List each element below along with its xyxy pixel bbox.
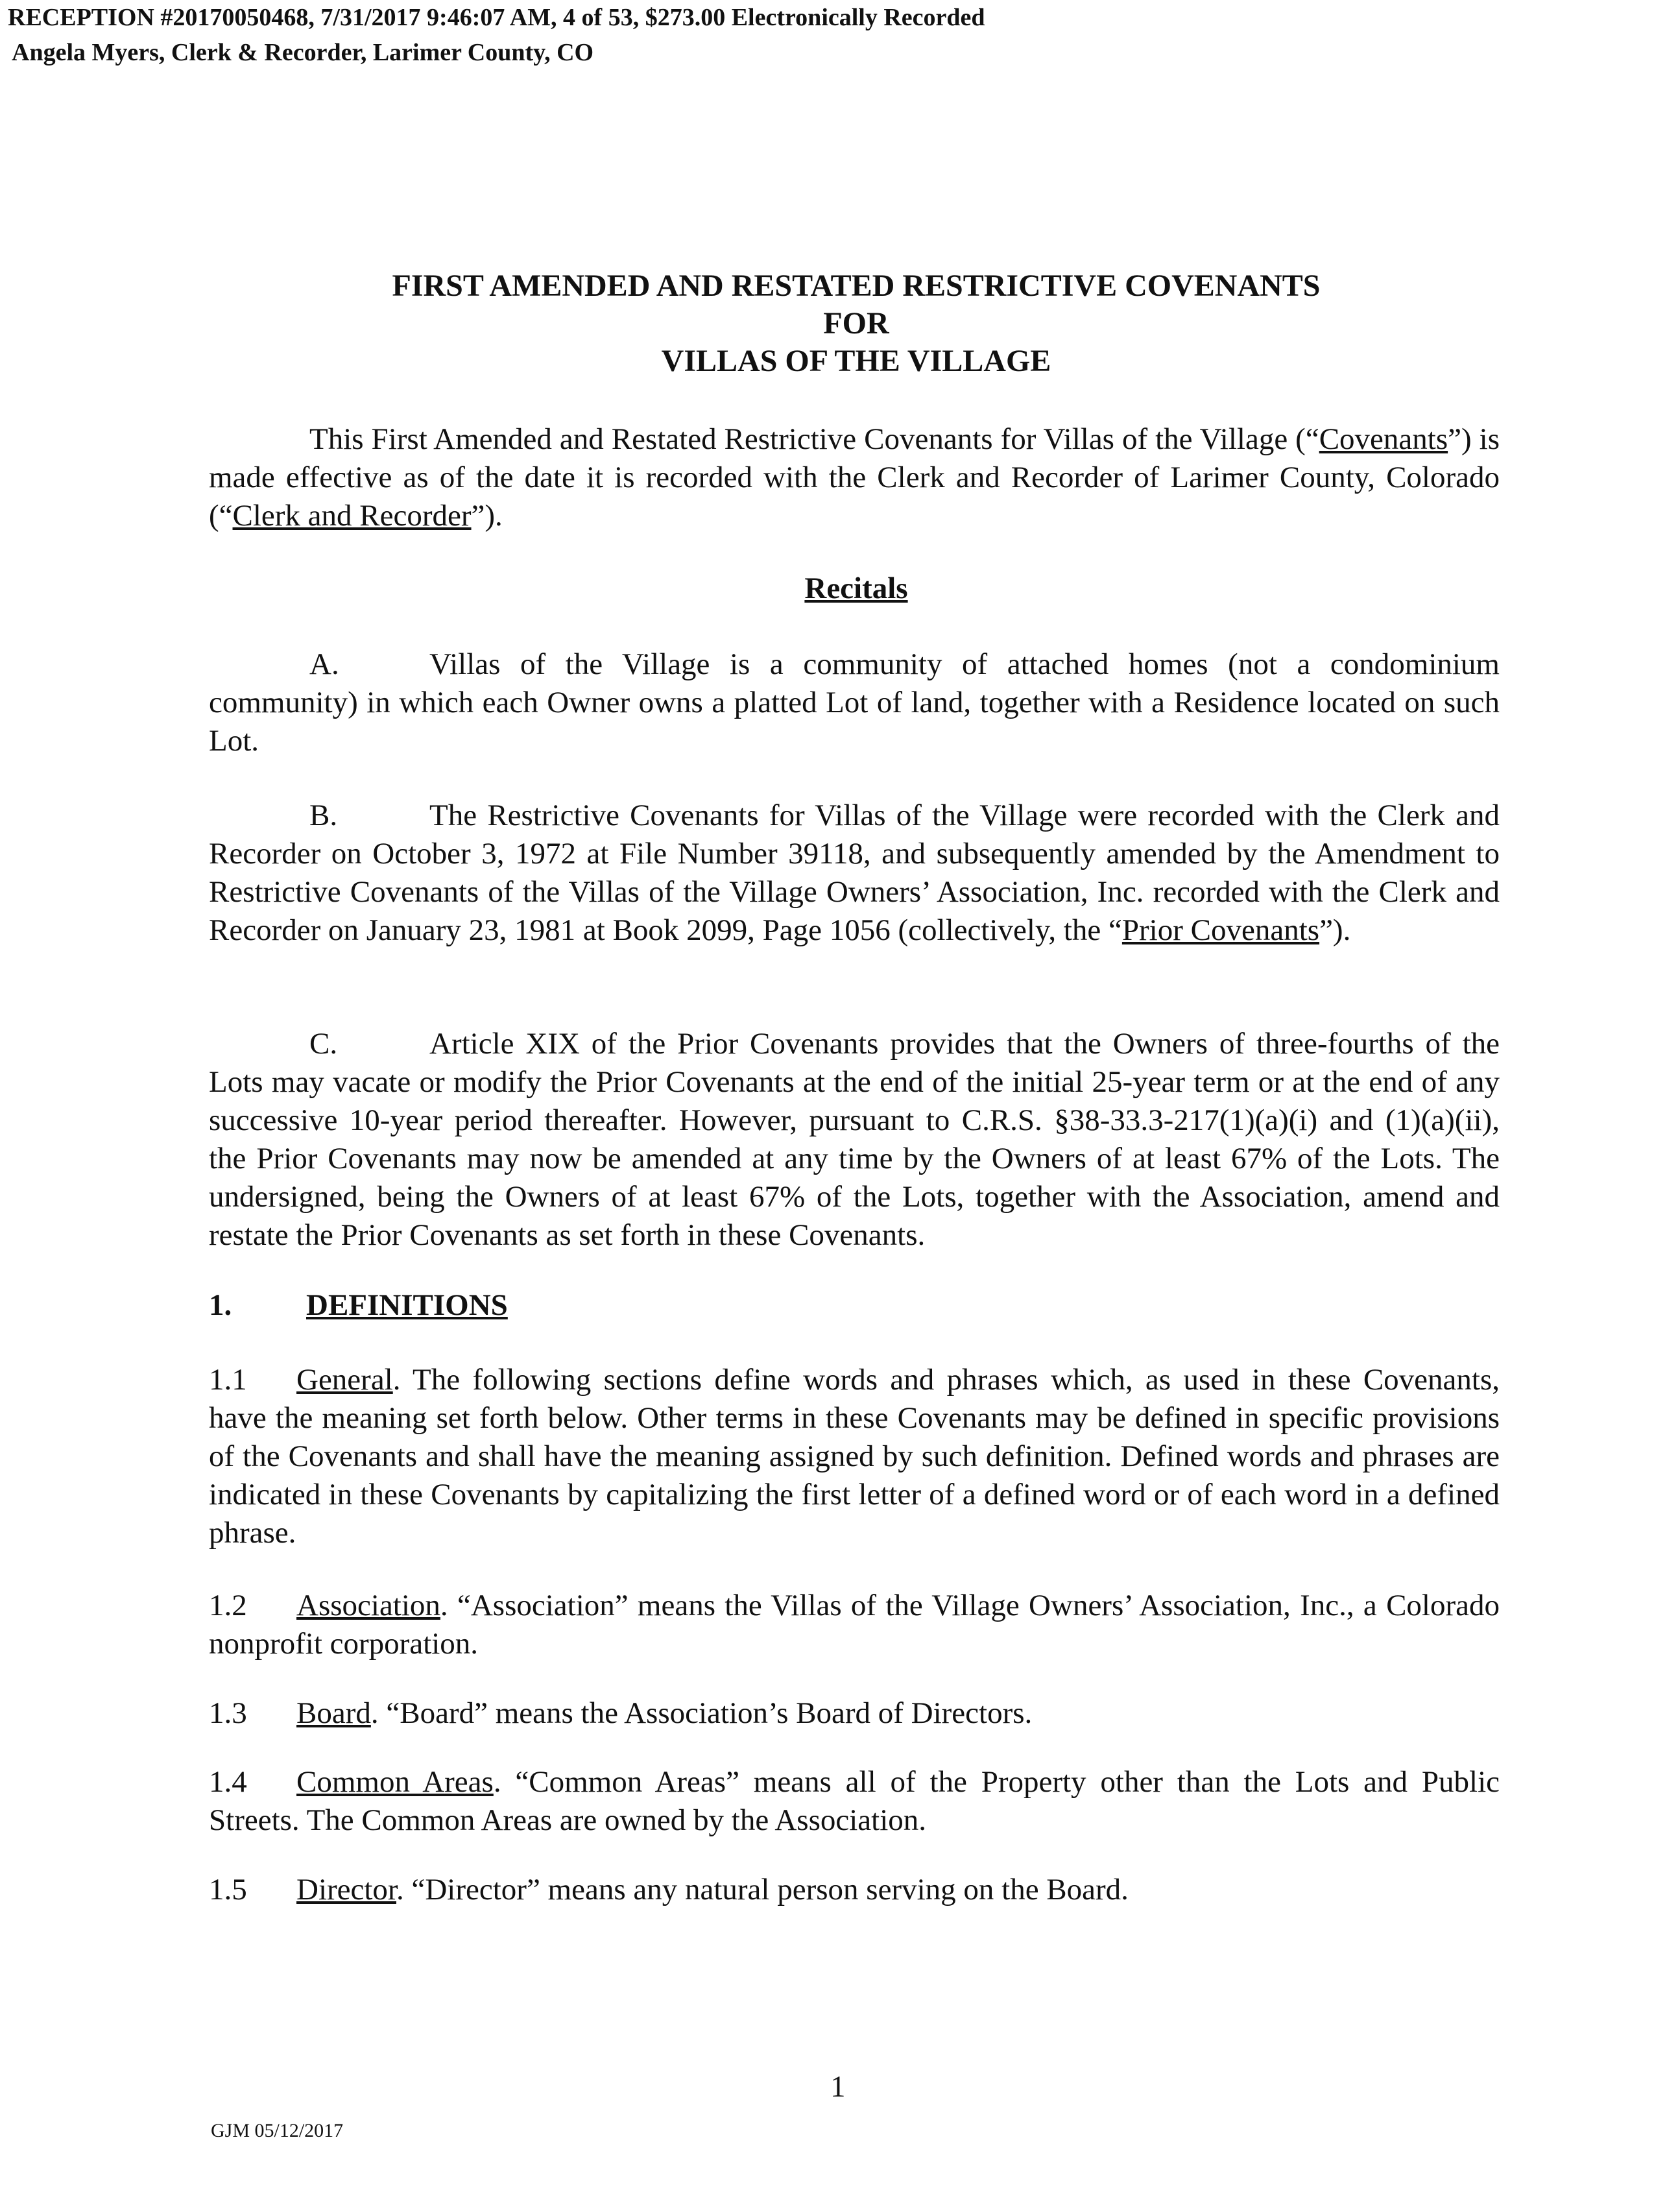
recital-c: C. Article XIX of the Prior Covenants provides that the Owners of three-fourths of the Lots may vacate or modify the Prior Covenants at the end of the initial 25-year term or at the end of any successive 10-year period thereafter. However, pursuant to C.R.S. §38-33.3-217(1)(a)(i) and (1)(a)(ii), the Prior Covenants may now be amended at any time by the Owners of at least 67% of the Lots. The undersigned, being the Owners of at least 67% of the Lots, together with the Association, amend and restate the Prior Covenants as set forth in these Covenants. [209,1025,1500,1255]
definition-1-5: 1.5 Director. “Director” means any natural person serving on the Board. [209,1873,1129,1906]
recital-a: A. Villas of the Village is a community of attached homes (not a condominium community) in which each Owner owns a platted Lot of land, together with a Residence located on such Lot. [209,645,1500,760]
defined-term-covenants: Covenants [1319,422,1448,456]
recording-stamp-line2: Angela Myers, Clerk & Recorder, Larimer County, CO [12,39,594,66]
intro-paragraph: This First Amended and Restated Restrictive Covenants for Villas of the Village (“Covenants”) is made effective as of the date it is recorded with the Clerk and Recorder of Larimer County, Colorado (“Clerk and Recorder”). [209,422,1500,533]
recital-a-marker: A. [309,647,339,681]
document-title-line3: VILLAS OF THE VILLAGE [661,344,1051,378]
definition-1-3: 1.3 Board. “Board” means the Association’s Board of Directors. [209,1696,1033,1730]
document-title-line2: FOR [823,306,889,341]
recording-stamp-line1: RECEPTION #20170050468, 7/31/2017 9:46:07 AM, 4 of 53, $273.00 Electronically Recorded [8,4,985,31]
definition-1-4: 1.4 Common Areas. “Common Areas” means all of the Property other than the Lots and Public Streets. The Common Areas are owned by the Association. [209,1765,1500,1837]
recital-b: B. The Restrictive Covenants for Villas of the Village were recorded with the Clerk and Recorder on October 3, 1972 at File Number 39118, and subsequently amended by the Amendment to Restrictive Covenants of the Villas of the Village Owners’ Association, Inc. recorded with the Clerk and Recorder on January 23, 1981 at Book 2099, Page 1056 (collectively, the “Prior Covenants”). [209,797,1500,950]
document-title-line1: FIRST AMENDED AND RESTATED RESTRICTIVE COVENANTS [392,269,1321,303]
recitals-heading: Recitals [804,571,908,605]
definition-1-1: 1.1 General. The following sections define words and phrases which, as used in these Covenants, have the meaning set forth below. Other terms in these Covenants may be defined in specific provisions of the Covenants and shall have the meaning assigned by such definition. Defined words and phrases are indicated in these Covenants by capitalizing the first letter of a defined word or of each word in a defined phrase. [209,1363,1500,1550]
page-number: 1 [830,2070,846,2104]
definition-1-2: 1.2 Association. “Association” means the Villas of the Village Owners’ Association, Inc., a Colorado nonprofit corporation. [209,1589,1500,1661]
recital-b-marker: B. [309,799,338,832]
defined-term-prior-covenants: Prior Covenants [1121,913,1320,947]
document-reference: GJM 05/12/2017 [211,2120,344,2141]
section-1-heading: 1. DEFINITIONS [209,1288,508,1322]
recital-c-marker: C. [309,1027,338,1061]
defined-term-clerk-and-recorder: Clerk and Recorder [232,499,472,533]
